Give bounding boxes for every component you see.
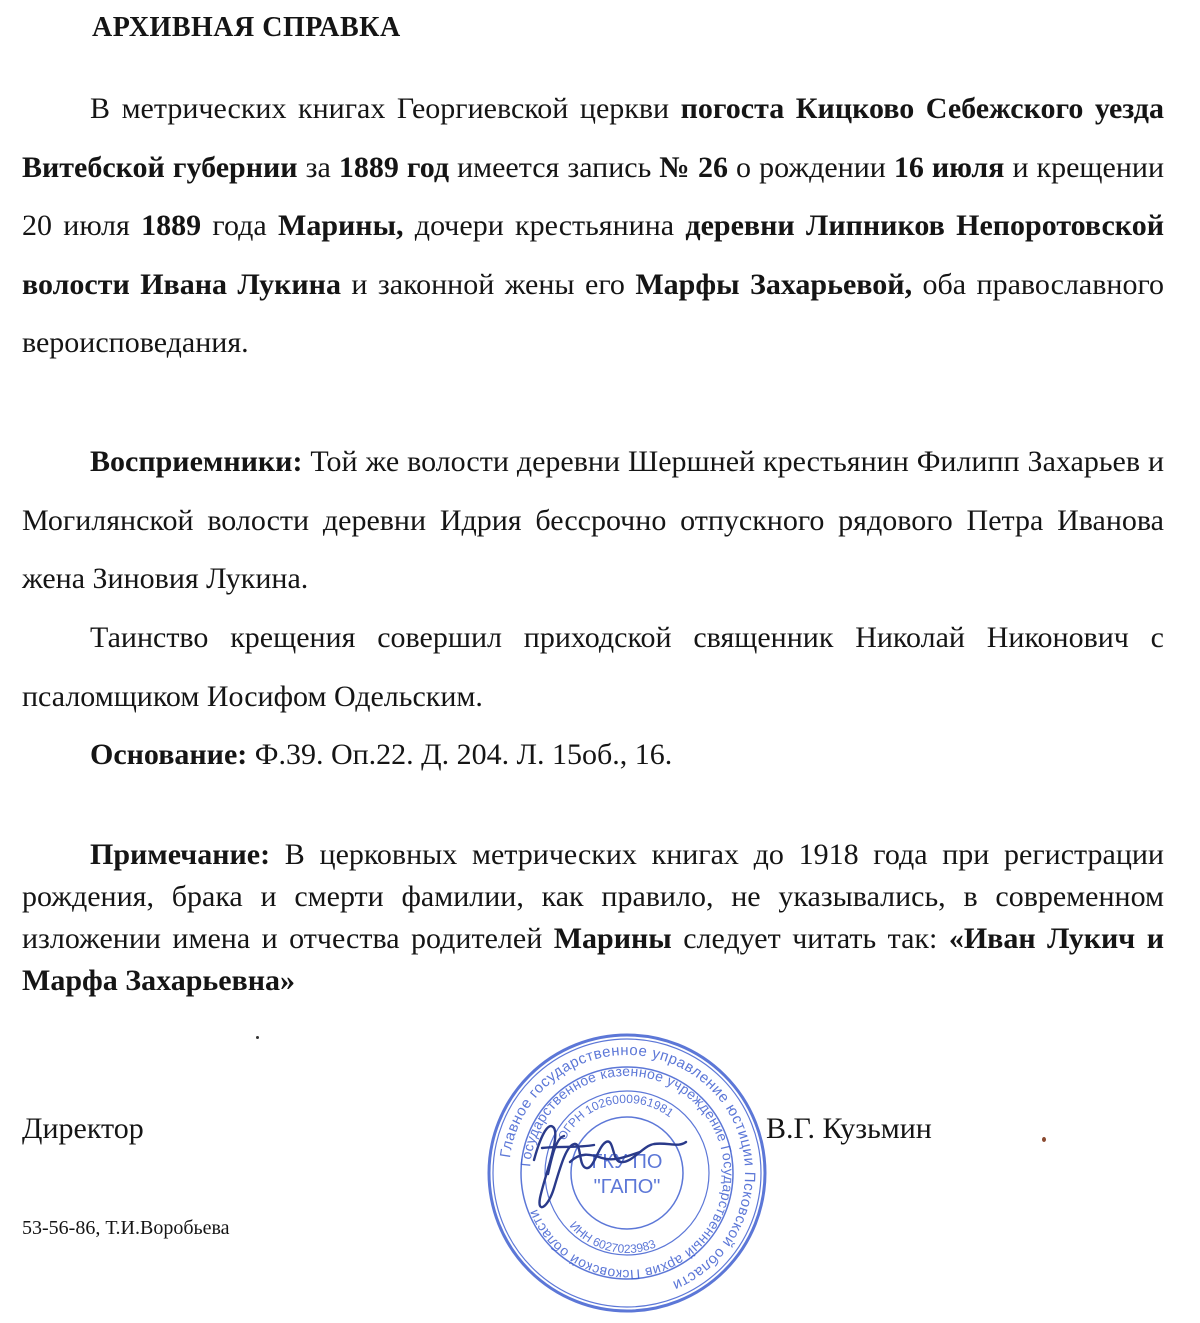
footer-contact: 53-56-86, Т.И.Воробьева (22, 1217, 230, 1239)
bold-text-run: Примечание: (90, 838, 271, 871)
bold-text-run: Марины, (278, 209, 404, 242)
text-run: Таинство крещения совершил приходской священник Николай Никонович с псаломщиком Иосифом Одельским. (22, 621, 1164, 713)
paragraph-basis (22, 726, 1164, 785)
bold-text-run: 1889 (141, 209, 202, 242)
stamp-ogrn-text: ОГРН 1026000961981 (555, 1091, 677, 1143)
text-run: и законной жены его (340, 267, 636, 301)
text-run: В метрических книгах Георгиевской церкви (90, 92, 681, 125)
text-run: за (297, 150, 339, 184)
paragraph-godparents (22, 433, 1164, 609)
bold-text-run: Марфы Захарьевой, (635, 267, 913, 301)
text-run: имеется запись (449, 150, 660, 184)
bold-text-run: погоста Кицково Себежского уезда Витебской губернии (22, 92, 1164, 184)
text-run: дочери крестьянина (403, 209, 686, 242)
svg-text:ОГРН 1026000961981 (555, 1092, 676, 1143)
text-run: Той же волости деревни Шершней крестьянин Филипп Захарьев и Могилянской волости деревни Идрия бессрочно отпускного рядового Петра Иванова жена Зиновия Лукина. (22, 445, 1164, 595)
bold-text-run: 1889 год (338, 150, 450, 184)
stamp-inn-text: ИНН 6027023983 (566, 1218, 658, 1257)
bold-text-run: Марины (553, 922, 672, 955)
svg-text:ИНН 6027023983 (567, 1218, 658, 1256)
text-run: В церковных метрических книгах до 1918 года при регистрации рождения, брака и смерти фамилии, как правило, не указывались, в современном изложении имена и отчества родителей (22, 838, 1164, 955)
bold-text-run: № 26 (659, 150, 729, 184)
text-run: о рождении (728, 150, 894, 184)
stamp-center-line1: ГКУ ПО (591, 1151, 663, 1173)
signatory-position: Директор (22, 1112, 144, 1145)
text-run: Ф.39. Оп.22. Д. 204. Л. 15об., 16. (247, 738, 673, 771)
ink-speck (1042, 1137, 1046, 1142)
paragraph-note (22, 834, 1164, 1002)
bold-text-run: 16 июля (893, 150, 1005, 184)
text-run: и крещении 20 июля (22, 150, 1165, 242)
official-stamp (482, 1028, 772, 1295)
paragraph-record (22, 80, 1164, 373)
document-title: АРХИВНАЯ СПРАВКА (92, 12, 401, 43)
stamp-outer-text: Главное государственное управление юстиции Псковской области (497, 1041, 759, 1295)
paragraph-sacrament (22, 609, 1164, 726)
bold-text-run: Восприемники: (90, 445, 303, 478)
text-run: года (201, 209, 278, 242)
bold-text-run: «Иван Лукич и Марфа Захарьевна» (22, 922, 1164, 997)
bold-text-run: деревни Липников Непоротовской волости Ивана Лукина (22, 209, 1164, 301)
text-run: оба православного вероисповедания. (22, 267, 1165, 359)
stamp-center-line2: "ГАПО" (593, 1176, 661, 1198)
bold-text-run: Основание: (90, 738, 248, 771)
text-run: следует читать так: (671, 922, 949, 955)
stamp-seal-icon (482, 1028, 772, 1318)
stamp-inner-text: Государственное казенное учреждение Государственный архив Псковской области (517, 1062, 738, 1284)
ink-speck (256, 1036, 259, 1039)
signatory-name: В.Г. Кузьмин (766, 1112, 932, 1145)
